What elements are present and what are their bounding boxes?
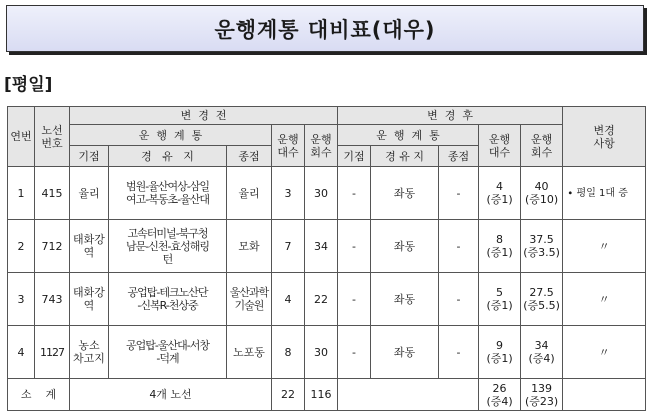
total-after-trips: 139 (증23) [521,379,563,411]
cell-after-count: 8 (증1) [479,220,521,273]
header-after: 변 경 후 [338,107,563,125]
cell-note: 〃 [563,220,646,273]
cell-after-origin: - [338,220,371,273]
total-routes: 4개 노선 [70,379,272,411]
total-after-count: 26 (증4) [479,379,521,411]
cell-note: 〃 [563,273,646,326]
total-trips: 116 [305,379,338,411]
cell-origin: 태화강 역 [70,220,109,273]
cell-terminal: 노포동 [227,326,272,379]
cell-count: 4 [272,273,305,326]
section-label: [평일] [4,75,53,95]
header-system-before: 운 행 계 통 [70,125,272,146]
cell-terminal: 율리 [227,167,272,220]
cell-after-count: 9 (증1) [479,326,521,379]
cell-count: 8 [272,326,305,379]
cell-no: 4 [8,326,35,379]
cell-after-origin: - [338,326,371,379]
cell-no: 2 [8,220,35,273]
cell-after-count: 5 (증1) [479,273,521,326]
cell-route: 415 [35,167,70,220]
header-before: 변 경 전 [70,107,338,125]
cell-after-via: 좌동 [371,220,439,273]
header-via-after: 경 유 지 [371,146,439,167]
cell-after-via: 좌동 [371,167,439,220]
cell-route: 712 [35,220,70,273]
cell-after-terminal: - [439,273,479,326]
cell-after-origin: - [338,167,371,220]
table-row [8,167,646,220]
cell-origin: 태화강 역 [70,273,109,326]
total-label: 소 계 [8,379,70,411]
total-row [8,379,646,411]
cell-after-terminal: - [439,167,479,220]
header-trips-before: 운행 회수 [305,125,338,167]
cell-count: 3 [272,167,305,220]
page-title: 운행계통 대비표(대우) [6,5,644,52]
header-no: 연번 [8,107,35,167]
total-after-blank [338,379,479,411]
cell-no: 1 [8,167,35,220]
cell-note: ∙ 평일 1대 증 [563,167,646,220]
cell-after-via: 좌동 [371,326,439,379]
cell-trips: 30 [305,326,338,379]
header-count-before: 운행 대수 [272,125,305,167]
cell-after-count: 4 (증1) [479,167,521,220]
cell-no: 3 [8,273,35,326]
cell-terminal: 모화 [227,220,272,273]
cell-via: 공업탑-울산대-서창 -덕계 [109,326,227,379]
header-origin-after: 기점 [338,146,371,167]
cell-after-terminal: - [439,326,479,379]
header-count-after: 운행 대수 [479,125,521,167]
cell-after-via: 좌동 [371,273,439,326]
header-via-before: 경 유 지 [109,146,227,167]
table-row [8,220,646,273]
table-row [8,273,646,326]
cell-origin: 농소 차고지 [70,326,109,379]
route-comparison-table [7,106,646,411]
cell-terminal: 울산과학 기술원 [227,273,272,326]
header-trips-after: 운행 회수 [521,125,563,167]
header-origin-before: 기점 [70,146,109,167]
cell-after-origin: - [338,273,371,326]
header-system-after: 운 행 계 통 [338,125,479,146]
header-route-no: 노선 번호 [35,107,70,167]
header-terminal-before: 종점 [227,146,272,167]
total-note [563,379,646,411]
cell-trips: 22 [305,273,338,326]
cell-via: 범원-율산여상-삼일 여고-복동초-율산대 [109,167,227,220]
cell-route: 743 [35,273,70,326]
cell-route: 1127 [35,326,70,379]
header-note: 변경 사항 [563,107,646,167]
cell-trips: 34 [305,220,338,273]
table-row [8,326,646,379]
cell-after-trips: 27.5 (증5.5) [521,273,563,326]
cell-after-trips: 37.5 (증3.5) [521,220,563,273]
cell-via: 고속터미널-북구청 남문-신천-효성해링 턴 [109,220,227,273]
header-terminal-after: 종점 [439,146,479,167]
cell-origin: 율리 [70,167,109,220]
cell-via: 공업탑-테크노산단 -신복R-천상중 [109,273,227,326]
cell-count: 7 [272,220,305,273]
cell-after-trips: 34 (증4) [521,326,563,379]
total-count: 22 [272,379,305,411]
cell-after-trips: 40 (증10) [521,167,563,220]
cell-trips: 30 [305,167,338,220]
cell-note: 〃 [563,326,646,379]
cell-after-terminal: - [439,220,479,273]
